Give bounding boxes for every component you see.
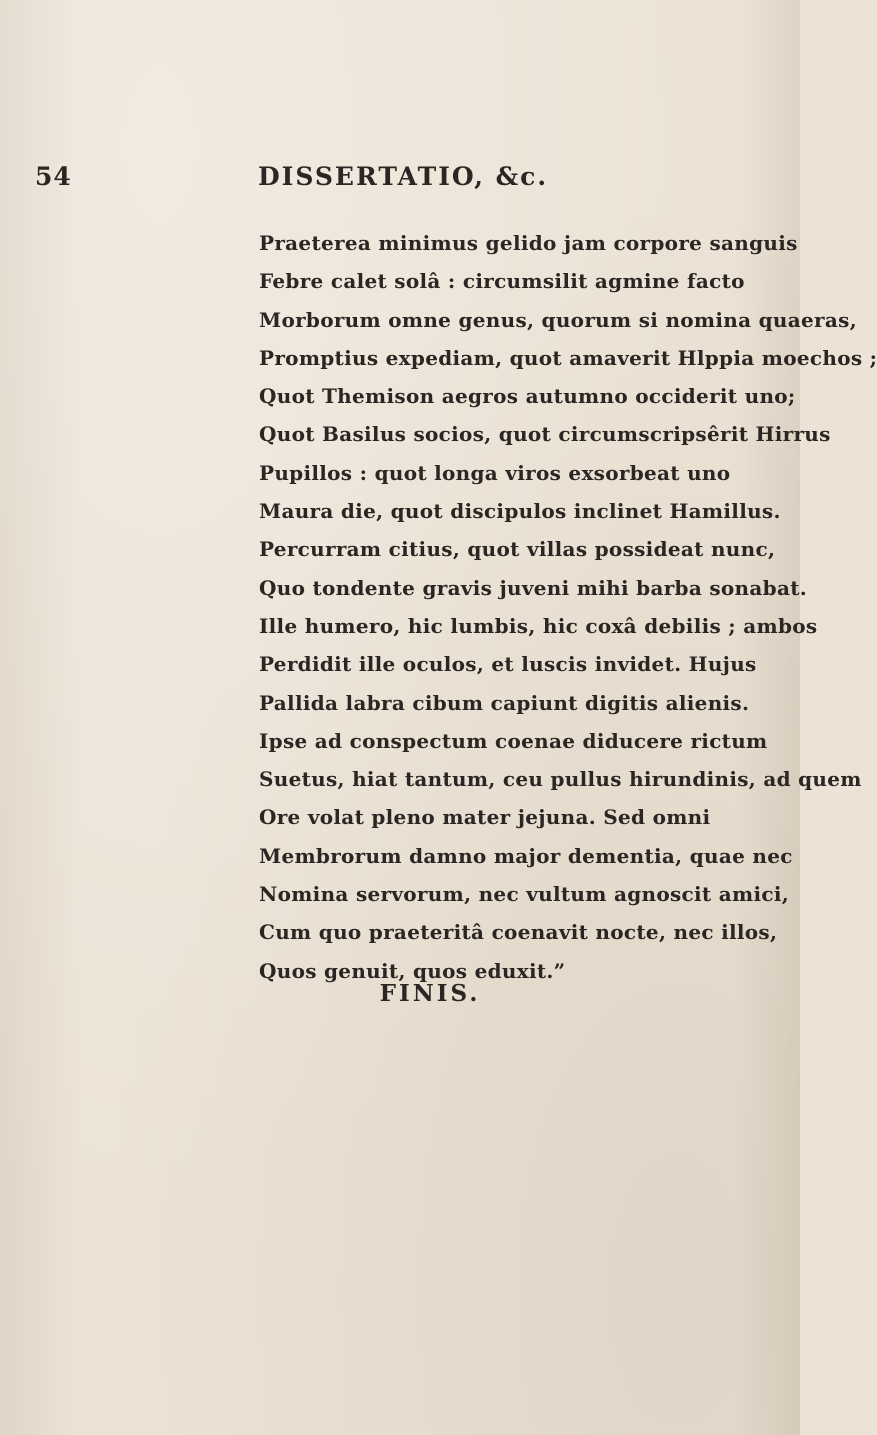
poem-line: Morborum omne genus, quorum si nomina quaeras, (259, 307, 857, 332)
poem-line: Quot Themison aegros autumno occiderit uno; (259, 384, 796, 409)
poem-line: Nomina servorum, nec vultum agnoscit amici, (259, 882, 789, 907)
poem-line: Maura die, quot discipulos inclinet Hamillus. (259, 499, 781, 524)
poem-line: Quo tondente gravis juveni mihi barba sonabat. (259, 575, 807, 600)
poem-line: Ore volat pleno mater jejuna. Sed omni (259, 805, 711, 830)
poem-line: Quos genuit, quos eduxit.” (259, 958, 566, 983)
page-number: 54 (35, 162, 72, 191)
page-header (0, 162, 800, 202)
poem-line: Suetus, hiat tantum, ceu pullus hirundinis, ad quem (259, 767, 862, 792)
poem-line: Febre calet solâ : circumsilit agmine facto (259, 269, 745, 294)
running-head: DISSERTATIO, &c. (258, 162, 549, 191)
poem-text (259, 224, 877, 990)
poem-line: Perdidit ille oculos, et luscis invidet. Hujus (259, 652, 757, 677)
poem-line: Ille humero, hic lumbis, hic coxâ debilis ; ambos (259, 613, 818, 638)
poem-line: Cum quo praeteritâ coenavit nocte, nec illos, (259, 920, 778, 945)
poem-line: Quot Basilus socios, quot circumscripsêrit Hirrus (259, 422, 831, 447)
poem-line: Praeterea minimus gelido jam corpore sanguis (259, 231, 798, 255)
poem-line: Ipse ad conspectum coenae diducere rictum (259, 728, 768, 753)
poem-line: Percurram citius, quot villas possideat nunc, (259, 537, 776, 562)
poem-line: Pupillos : quot longa viros exsorbeat uno (259, 460, 731, 485)
finis-text: FINIS. (379, 980, 481, 1007)
poem-line: Pallida labra cibum capiunt digitis alienis. (259, 690, 750, 715)
poem-line: Promptius expediam, quot amaverit Hlppia moechos ; (259, 345, 877, 370)
poem-line: Membrorum damno major dementia, quae nec (259, 843, 793, 868)
